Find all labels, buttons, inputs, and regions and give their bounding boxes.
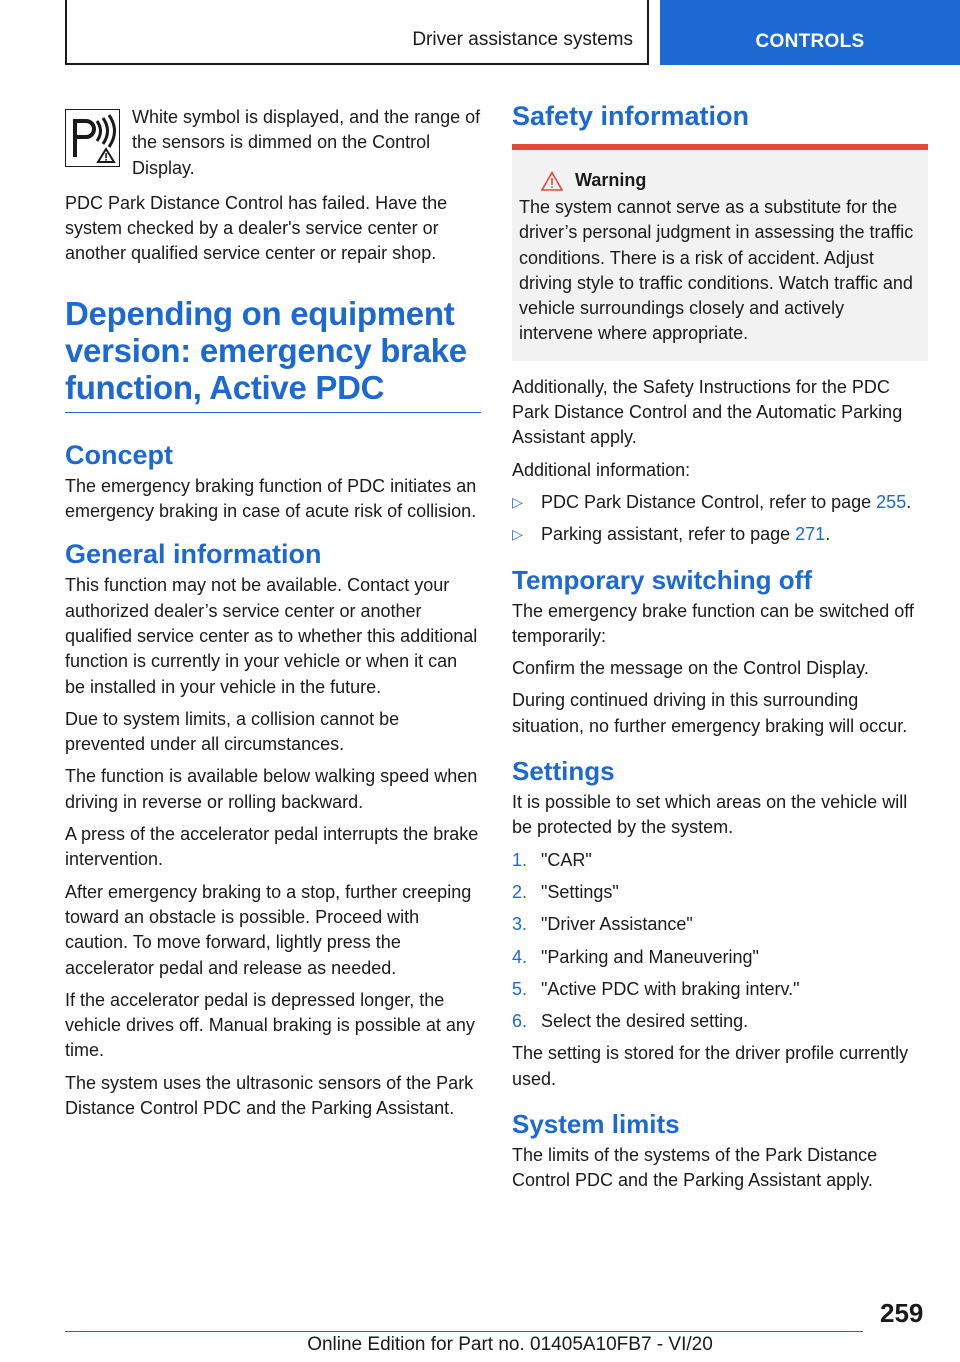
right-column bbox=[512, 100, 928, 1201]
list-item: 4. "Parking and Maneuvering" bbox=[512, 946, 759, 967]
list-item: 2. "Settings" bbox=[512, 881, 619, 902]
header-chapter-title: CONTROLS bbox=[755, 31, 865, 52]
warning-label: Warning bbox=[575, 170, 647, 190]
reference-list bbox=[512, 490, 928, 548]
general-paragraph: If the accelerator pedal is depressed longer, the vehicle drives off. Manual braking is possible at any time. bbox=[65, 989, 475, 1061]
additional-safety-text: Additionally, the Safety Instructions for the PDC Park Distance Control and the Automatic Parking Assistant apply. bbox=[512, 376, 903, 448]
list-item: 3. "Driver Assistance" bbox=[512, 914, 693, 935]
concept-heading: Concept bbox=[65, 439, 173, 470]
general-paragraph: A press of the accelerator pedal interrupts the brake intervention. bbox=[65, 824, 479, 870]
header-section-box bbox=[65, 0, 649, 65]
failure-text: PDC Park Distance Control has failed. Have the system checked by a dealer's service center or another qualified service center or repair shop. bbox=[65, 192, 448, 264]
temp-paragraph: Confirm the message on the Control Display. bbox=[512, 658, 869, 679]
general-paragraph: This function may not be available. Contact your authorized dealer’s service center or another qualified service center as to whether this additional function is currently in your vehicle or when it can be installed in your vehicle in the future. bbox=[65, 575, 478, 697]
page-link[interactable]: 255 bbox=[876, 491, 907, 512]
list-item: 6. Select the desired setting. bbox=[512, 1011, 749, 1032]
edition-text: Online Edition for Part no. 01405A10FB7 - VI/20 bbox=[307, 1334, 713, 1355]
settings-steps bbox=[512, 848, 928, 1035]
header-chapter-tab[interactable] bbox=[660, 0, 960, 65]
list-item: ▷ PDC Park Distance Control, refer to page 255. bbox=[512, 490, 928, 515]
list-item: ▷ Parking assistant, refer to page 271. bbox=[512, 522, 928, 547]
triangle-bullet-icon: ▷ bbox=[512, 493, 523, 510]
list-item: 1. "CAR" bbox=[512, 849, 592, 870]
pdc-sensor-symbol-icon bbox=[65, 109, 120, 167]
main-heading: Depending on equipment version: emergency brake function, Active PDC bbox=[65, 295, 481, 413]
warning-text: The system cannot serve as a substitute for the driver’s personal judgment in assessing the traffic conditions. There is a risk of accident. Adjust driving style to traffic conditions. Watch traffic and vehicle surroundings closely and actively intervene where appropriate. bbox=[519, 197, 914, 344]
triangle-bullet-icon: ▷ bbox=[512, 526, 523, 543]
system-limits-heading: System limits bbox=[512, 1109, 680, 1140]
general-paragraph: Due to system limits, a collision cannot be prevented under all circumstances. bbox=[65, 708, 400, 755]
warning-header bbox=[519, 170, 922, 191]
footer-divider bbox=[65, 1331, 863, 1332]
general-paragraph: The system uses the ultrasonic sensors of the Park Distance Control PDC and the Parking Assistant. bbox=[65, 1072, 474, 1119]
list-item: 5. "Active PDC with braking interv." bbox=[512, 978, 800, 999]
page-link[interactable]: 271 bbox=[795, 524, 826, 545]
header-section-title: Driver assistance systems bbox=[412, 29, 633, 50]
temp-paragraph: The emergency brake function can be switched off temporarily: bbox=[512, 600, 914, 646]
safety-info-heading: Safety information bbox=[512, 100, 928, 150]
settings-stored-text: The setting is stored for the driver profile currently used. bbox=[512, 1043, 909, 1089]
left-column bbox=[65, 105, 481, 1128]
warning-box bbox=[512, 150, 928, 361]
settings-heading: Settings bbox=[512, 756, 615, 787]
temporary-switch-off-heading: Temporary switching off bbox=[512, 564, 812, 595]
symbol-description: White symbol is displayed, and the range of the sensors is dimmed on the Control Display. bbox=[132, 107, 481, 178]
concept-text: The emergency braking function of PDC initiates an emergency braking in case of acute risk of collision. bbox=[65, 475, 477, 522]
general-paragraph: The function is available below walking speed when driving in reverse or rolling backward. bbox=[65, 766, 478, 812]
warning-triangle-icon bbox=[541, 171, 563, 191]
page-number: 259 bbox=[880, 1298, 924, 1328]
settings-text: It is possible to set which areas on the vehicle will be protected by the system. bbox=[512, 792, 908, 838]
additional-info-label: Additional information: bbox=[512, 459, 691, 480]
symbol-row bbox=[65, 105, 481, 181]
general-paragraph: After emergency braking to a stop, further creeping toward an obstacle is possible. Proceed with caution. To move forward, lightly press the accelerator pedal and release as needed. bbox=[65, 881, 472, 978]
temp-paragraph: During continued driving in this surrounding situation, no further emergency braking will occur. bbox=[512, 690, 908, 736]
system-limits-text: The limits of the systems of the Park Distance Control PDC and the Parking Assistant apply. bbox=[512, 1145, 878, 1191]
general-info-heading: General information bbox=[65, 539, 322, 570]
